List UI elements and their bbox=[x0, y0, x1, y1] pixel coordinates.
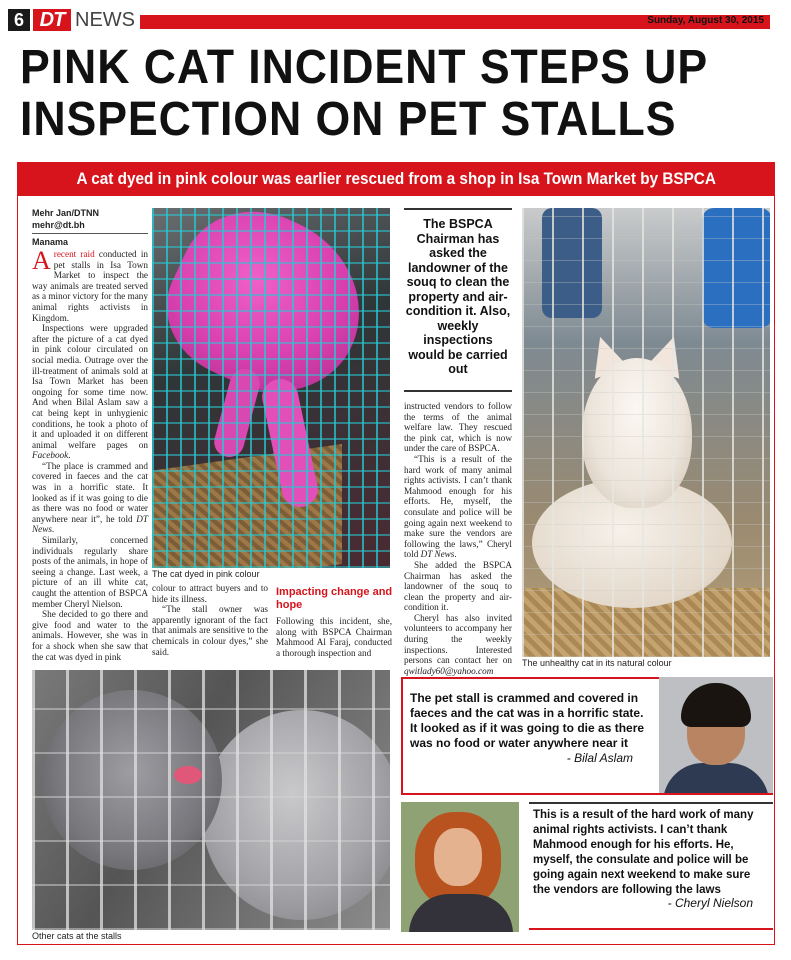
quote-attribution: - Cheryl Nielson bbox=[667, 896, 753, 910]
paragraph: She decided to go there and give food and water to the animals. However, she was in for a shock when she saw that the cat was dyed in pink bbox=[32, 609, 148, 662]
article-column-4 bbox=[404, 401, 512, 676]
quote-attribution: - Bilal Aslam bbox=[566, 751, 633, 765]
byline bbox=[32, 208, 148, 232]
paragraph: She added the BSPCA Chairman has asked the landowner of the souq to clean the property and air-condition it. bbox=[404, 559, 512, 613]
pullquote-rule-bottom bbox=[404, 390, 512, 392]
standfirst-text: A cat dyed in pink colour was earlier rescued from a shop in Isa Town Market by BSPCA bbox=[76, 169, 716, 188]
pink-cat-photo bbox=[152, 208, 390, 568]
author-email[interactable]: mehr@dt.bh bbox=[32, 220, 85, 230]
headline bbox=[20, 42, 727, 146]
paragraph: “The place is crammed and covered in faeces and the cat was in a horrific state. It looked as if it was going to die as there was no food or water anywhere near it”, he told DT News. bbox=[32, 460, 148, 535]
page-number: 6 bbox=[8, 9, 30, 31]
white-cat-photo bbox=[522, 208, 770, 657]
quote-box-bilal bbox=[401, 677, 773, 795]
author-name: Mehr Jan/DTNN bbox=[32, 208, 100, 218]
pullquote: The BSPCA Chairman has asked the landowner of the souq to clean the property and air-condition it. Also, weekly inspections would be carried out bbox=[405, 217, 511, 376]
paragraph: Arecent raid conducted in pet stalls in Isa Town Market to inspect the way animals are treated served as a minor victory for the many animal rights activists in Kingdom. bbox=[32, 246, 148, 323]
article-column-2 bbox=[152, 583, 268, 657]
paragraph: Cheryl has also invited volunteers to accompany her during the weekly inspections. Interested persons can contact her on qwitlady60@yahoo.com bbox=[404, 612, 512, 676]
paragraph: “The stall owner was apparently ignorant of the fact that animals are sensitive to the chemicals in colour dyes,” she said. bbox=[152, 604, 268, 657]
other-cats-caption: Other cats at the stalls bbox=[32, 931, 122, 941]
quote-box-cheryl bbox=[401, 802, 773, 932]
white-cat-caption: The unhealthy cat in its natural colour bbox=[522, 658, 672, 668]
pullquote-rule-top bbox=[404, 208, 512, 210]
issue-date: Sunday, August 30, 2015 bbox=[647, 15, 764, 26]
paragraph: “This is a result of the hard work of many animal rights activists. I can’t thank Mahmood enough for his efforts. He, myself, the consulate and police will be going again next weekend to make sure the vendors are following the laws,” Cheryl told DT News. bbox=[404, 453, 512, 560]
headline-line-2: INSPECTION ON PET STALLS bbox=[20, 93, 677, 146]
subhead: Impacting change and hope bbox=[276, 586, 393, 611]
standfirst-banner bbox=[17, 162, 775, 196]
paragraph: Inspections were upgraded after the picture of a cat dyed in pink colour circulated on social media. Outrage over the ill-treatment of animals sold at Isa Town Market has been ongoing for some time now. And when Bilal Aslam saw a cat being kept in unhygienic conditions, he took a photo of it and uploaded it on different animal welfare pages on Facebook. bbox=[32, 323, 148, 461]
masthead bbox=[0, 0, 791, 34]
byline-rule bbox=[32, 233, 148, 234]
paragraph: colour to attract buyers and to hide its illness. bbox=[152, 583, 268, 604]
article-column-3 bbox=[276, 616, 392, 658]
paragraph: Following this incident, she, along with BSPCA Chairman Mahmood Al Faraj, conducted a thorough inspection and bbox=[276, 616, 392, 658]
article-column-1 bbox=[32, 246, 148, 662]
drop-cap: A bbox=[32, 246, 51, 275]
paragraph: Similarly, concerned individuals regularly share posts of the animals, in hope of seeing a change. Last week, a picture of an ill white cat, caught the attention of BSPCA member Cheryl Nielson. bbox=[32, 535, 148, 609]
quote-text: The pet stall is crammed and covered in faeces and the cat was in a horrific state. It looked as if it was going to die as there was no food or water anywhere near it bbox=[410, 691, 645, 750]
pink-cat-caption: The cat dyed in pink colour bbox=[152, 569, 260, 579]
dt-logo: DT bbox=[33, 9, 71, 31]
bilal-portrait bbox=[659, 677, 773, 793]
cheryl-portrait bbox=[401, 802, 519, 932]
quote-text: This is a result of the hard work of many animal rights activists. I can’t thank Mahmood enough for his efforts. He, myself, the consulate and police will be going again next weekend to make sure the vendors are following the laws bbox=[533, 809, 754, 896]
paragraph: instructed vendors to follow the terms of the animal welfare law. They rescued the pink cat, which is now under the care of BSPCA. bbox=[404, 401, 512, 454]
contact-email[interactable]: qwitlady60@yahoo.com bbox=[404, 665, 494, 676]
other-cats-photo bbox=[32, 670, 390, 930]
section-name: NEWS bbox=[75, 9, 135, 31]
headline-line-1: PINK CAT INCIDENT STEPS UP bbox=[20, 41, 709, 94]
dateline-place: Manama bbox=[32, 237, 69, 247]
